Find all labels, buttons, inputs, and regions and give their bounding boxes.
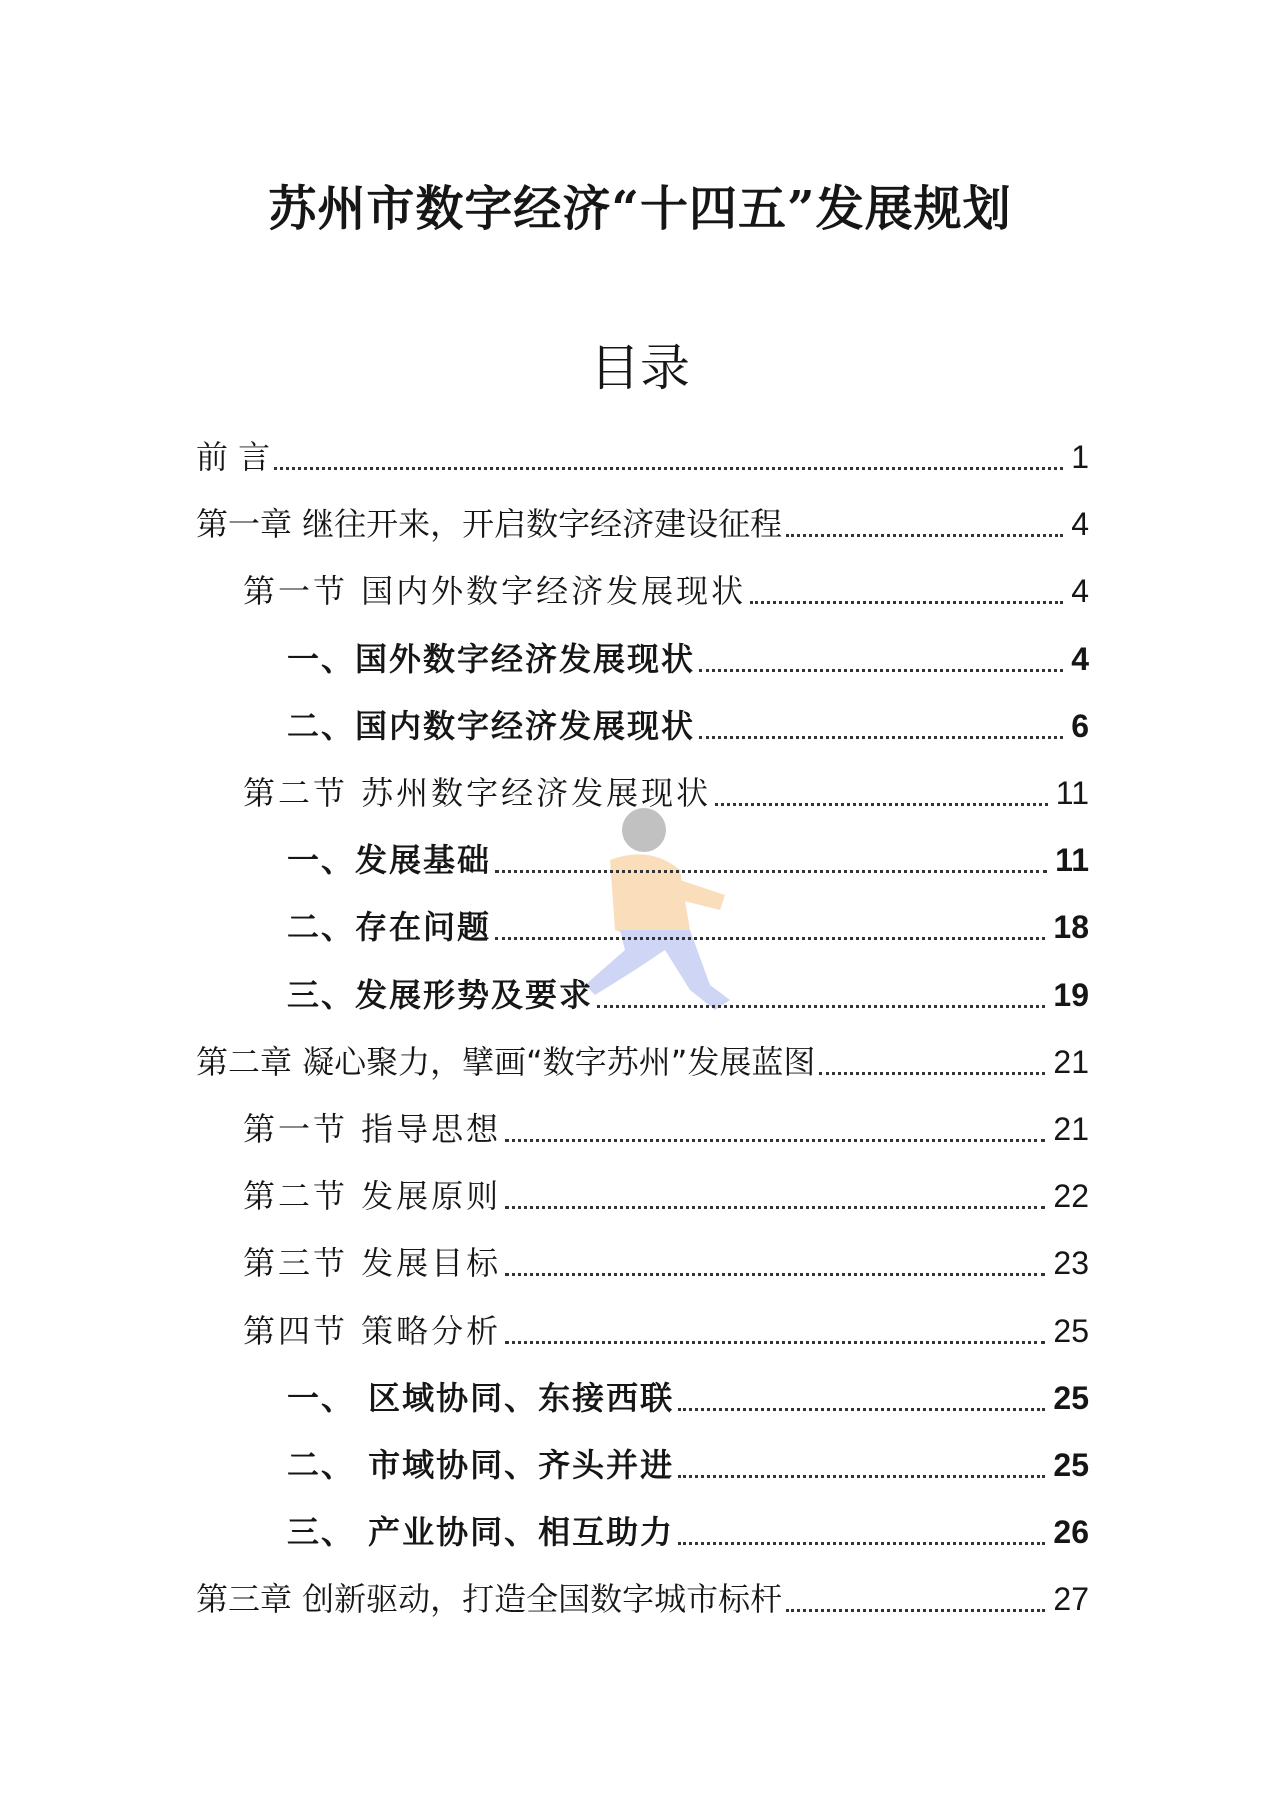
toc-entry-title: 第三章 创新驱动，打造全国数字城市标杆 (196, 1580, 783, 1618)
dot-leader (678, 1542, 1045, 1545)
toc-entry[interactable] (243, 1105, 1089, 1153)
toc-entry-title: 第三节 发展目标 (243, 1244, 502, 1282)
toc-entry-title: 三、发展形势及要求 (287, 976, 594, 1014)
toc-entry-title: 第二章 凝心聚力，擘画“数字苏州”发展蓝图 (196, 1043, 816, 1081)
toc-entry-page: 26 (1053, 1514, 1089, 1550)
dot-leader (786, 1609, 1045, 1612)
dot-leader (678, 1408, 1045, 1411)
toc-entry[interactable] (287, 903, 1089, 951)
toc-entry[interactable] (243, 769, 1089, 817)
toc-entry-page: 1 (1071, 439, 1089, 475)
toc-entry-page: 21 (1053, 1044, 1089, 1080)
toc-entry-page: 23 (1053, 1245, 1089, 1281)
toc-entry[interactable] (287, 971, 1089, 1019)
toc-entry-page: 22 (1053, 1178, 1089, 1214)
toc-entry-title: 二、存在问题 (287, 908, 492, 946)
toc-entry[interactable] (243, 567, 1089, 615)
dot-leader (597, 1005, 1045, 1008)
toc-entry-page: 25 (1053, 1380, 1089, 1416)
toc-entry[interactable] (287, 836, 1089, 884)
toc-entry[interactable] (287, 702, 1089, 750)
toc-entry[interactable] (287, 1508, 1089, 1556)
toc-entry[interactable] (243, 1172, 1089, 1220)
toc-entry-page: 11 (1055, 842, 1089, 878)
dot-leader (274, 467, 1063, 470)
toc-entry-title: 第一章 继往开来，开启数字经济建设征程 (196, 505, 783, 543)
toc-entry[interactable] (243, 1307, 1089, 1355)
toc-entry-title: 前 言 (196, 438, 271, 476)
toc-entry-title: 二、 市域协同、齐头并进 (287, 1446, 675, 1484)
toc-entry-title: 第一节 国内外数字经济发展现状 (243, 572, 747, 610)
dot-leader (505, 1139, 1045, 1142)
toc-entry-page: 19 (1053, 977, 1089, 1013)
toc-entry-page: 4 (1071, 641, 1089, 677)
toc-entry-title: 一、 区域协同、东接西联 (287, 1379, 675, 1417)
toc-entry-title: 第二节 发展原则 (243, 1177, 502, 1215)
toc-entry-page: 18 (1053, 909, 1089, 945)
toc-entry-title: 三、 产业协同、相互助力 (287, 1513, 675, 1551)
dot-leader (715, 803, 1048, 806)
toc-entry-page: 25 (1053, 1313, 1089, 1349)
toc-entry-page: 25 (1053, 1447, 1089, 1483)
toc-entry-page: 4 (1071, 506, 1089, 542)
dot-leader (699, 736, 1063, 739)
toc-entry-page: 4 (1071, 573, 1089, 609)
toc-entry[interactable] (196, 433, 1089, 481)
toc-entry-title: 一、国外数字经济发展现状 (287, 640, 696, 678)
dot-leader (699, 669, 1063, 672)
toc-entry-title: 第二节 苏州数字经济发展现状 (243, 774, 712, 812)
toc-entry-page: 6 (1071, 708, 1089, 744)
toc-entry-title: 第四节 策略分析 (243, 1312, 502, 1350)
toc-entry-page: 21 (1053, 1111, 1089, 1147)
toc-entry[interactable] (196, 1038, 1089, 1086)
toc-entry-page: 27 (1053, 1581, 1089, 1617)
dot-leader (505, 1206, 1045, 1209)
dot-leader (750, 601, 1063, 604)
toc-entry[interactable] (287, 635, 1089, 683)
toc-entry[interactable] (287, 1441, 1089, 1489)
dot-leader (505, 1341, 1045, 1344)
toc-entry-title: 第一节 指导思想 (243, 1110, 502, 1148)
dot-leader (495, 870, 1047, 873)
toc-entry-page: 11 (1055, 775, 1089, 811)
toc-entry[interactable] (287, 1374, 1089, 1422)
dot-leader (678, 1475, 1045, 1478)
toc-entry[interactable] (196, 500, 1089, 548)
dot-leader (786, 534, 1063, 537)
dot-leader (819, 1072, 1045, 1075)
dot-leader (495, 937, 1045, 940)
toc-heading: 目录 (590, 339, 690, 397)
toc-entry[interactable] (196, 1575, 1089, 1623)
document-title: 苏州市数字经济“十四五”发展规划 (268, 181, 1012, 237)
toc-entry-title: 二、国内数字经济发展现状 (287, 707, 696, 745)
dot-leader (505, 1273, 1045, 1276)
toc-entry-title: 一、发展基础 (287, 841, 492, 879)
toc-entry[interactable] (243, 1239, 1089, 1287)
